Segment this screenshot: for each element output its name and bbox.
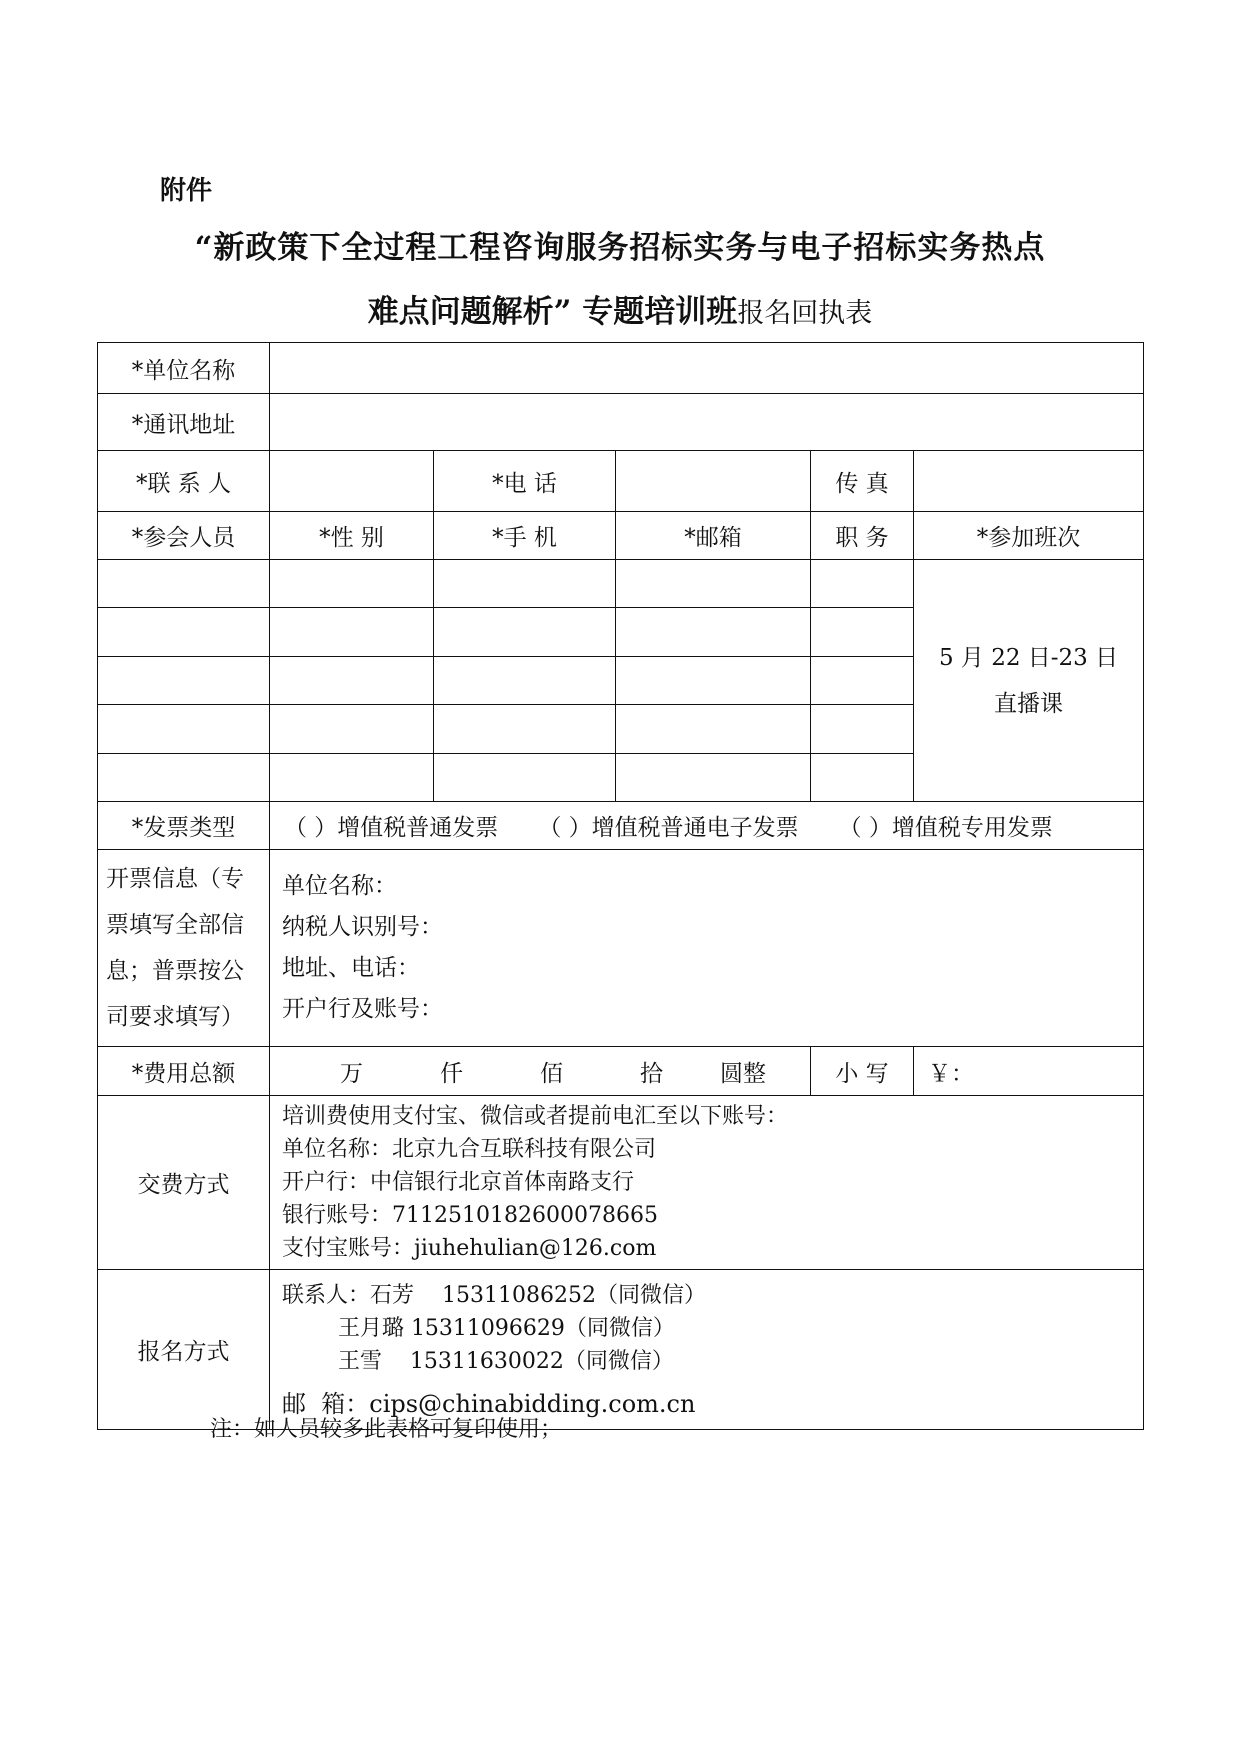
unit-name-label: *单位名称 bbox=[98, 343, 270, 394]
unit-name-field[interactable] bbox=[270, 343, 1144, 394]
participant-gender-cell[interactable] bbox=[270, 560, 434, 608]
fee-unit-shi: 拾 bbox=[640, 1060, 663, 1087]
fee-small-field[interactable] bbox=[914, 1047, 1144, 1096]
contact-field[interactable] bbox=[270, 451, 434, 512]
document-title-line1: “新政策下全过程工程咨询服务招标实务与电子招标实务热点 bbox=[194, 230, 1046, 266]
fee-unit-qian: 仟 bbox=[440, 1060, 463, 1087]
phone-field[interactable] bbox=[616, 451, 811, 512]
position-header: 职 务 bbox=[811, 512, 914, 560]
session-date: 5 月 22 日-23 日 bbox=[938, 644, 1119, 671]
participant-name-cell[interactable] bbox=[98, 560, 270, 608]
payment-intro: 培训费使用支付宝、微信或者提前电汇至以下账号： bbox=[282, 1104, 789, 1129]
contact-label: *联 系 人 bbox=[98, 451, 270, 512]
attachment-label: 附件 bbox=[160, 176, 213, 206]
title-course-name: 难点问题解析” 专题培训班 bbox=[367, 294, 738, 330]
participant-email-cell[interactable] bbox=[616, 705, 811, 754]
footer-note: 注：如人员较多此表格可复印使用； bbox=[210, 1417, 563, 1442]
participant-mobile-cell[interactable] bbox=[434, 754, 616, 802]
invoice-unit-name[interactable]: 单位名称： bbox=[282, 873, 397, 899]
gender-header: *性 别 bbox=[270, 512, 434, 560]
payment-account: 银行账号：7112510182600078665 bbox=[282, 1203, 658, 1228]
document-title-line2 bbox=[0, 286, 1240, 331]
invoice-bank-account[interactable]: 开户行及账号： bbox=[282, 996, 443, 1022]
invoice-taxpayer-id[interactable]: 纳税人识别号： bbox=[282, 914, 443, 940]
participant-position-cell[interactable] bbox=[811, 608, 914, 657]
invoice-info-label: 开票信息（专票填写全部信息；普票按公司要求填写） bbox=[98, 850, 270, 1047]
participant-gender-cell[interactable] bbox=[270, 657, 434, 705]
registration-contact-1: 联系人：石芳 15311086252（同微信） bbox=[282, 1282, 706, 1308]
invoice-address-phone[interactable]: 地址、电话： bbox=[282, 955, 420, 981]
payment-company: 单位名称：北京九合互联科技有限公司 bbox=[282, 1137, 657, 1162]
address-field[interactable] bbox=[270, 394, 1144, 451]
fee-amount-field[interactable] bbox=[270, 1047, 811, 1096]
invoice-type-options bbox=[270, 802, 1144, 850]
fee-unit-yuan: 圆整 bbox=[720, 1060, 766, 1087]
participant-mobile-cell[interactable] bbox=[434, 705, 616, 754]
participant-email-cell[interactable] bbox=[616, 657, 811, 705]
participant-name-cell[interactable] bbox=[98, 754, 270, 802]
currency-symbol: ￥： bbox=[928, 1060, 974, 1087]
fax-field[interactable] bbox=[914, 451, 1144, 512]
fee-small-label: 小 写 bbox=[811, 1047, 914, 1096]
participant-email-cell[interactable] bbox=[616, 560, 811, 608]
registration-details bbox=[270, 1270, 1144, 1430]
participant-position-cell[interactable] bbox=[811, 754, 914, 802]
participant-gender-cell[interactable] bbox=[270, 754, 434, 802]
invoice-info-fields bbox=[270, 850, 1144, 1047]
participant-header: *参会人员 bbox=[98, 512, 270, 560]
invoice-option-special[interactable]: （ ）增值税专用发票 bbox=[838, 815, 1053, 841]
participant-gender-cell[interactable] bbox=[270, 608, 434, 657]
registration-email[interactable]: 邮 箱：cips@chinabidding.com.cn bbox=[282, 1389, 696, 1418]
participant-mobile-cell[interactable] bbox=[434, 560, 616, 608]
payment-alipay: 支付宝账号：jiuhehulian@126.com bbox=[282, 1236, 657, 1261]
invoice-option-electronic[interactable]: （ ）增值税普通电子发票 bbox=[538, 815, 799, 841]
participant-position-cell[interactable] bbox=[811, 657, 914, 705]
registration-label: 报名方式 bbox=[98, 1270, 270, 1430]
phone-label: *电 话 bbox=[434, 451, 616, 512]
registration-contact-2: 王月璐 15311096629（同微信） bbox=[282, 1315, 675, 1341]
participant-email-cell[interactable] bbox=[616, 754, 811, 802]
registration-form-table bbox=[97, 342, 1144, 1430]
fee-unit-wan: 万 bbox=[340, 1060, 363, 1087]
mobile-header: *手 机 bbox=[434, 512, 616, 560]
participant-name-cell[interactable] bbox=[98, 608, 270, 657]
participant-email-cell[interactable] bbox=[616, 608, 811, 657]
session-mode: 直播课 bbox=[994, 690, 1064, 717]
title-form-name: 报名回执表 bbox=[737, 298, 873, 329]
participant-gender-cell[interactable] bbox=[270, 705, 434, 754]
registration-contact-3: 王雪 15311630022（同微信） bbox=[282, 1348, 674, 1374]
session-header: *参加班次 bbox=[914, 512, 1144, 560]
fax-label: 传 真 bbox=[811, 451, 914, 512]
participant-mobile-cell[interactable] bbox=[434, 657, 616, 705]
payment-details bbox=[270, 1096, 1144, 1270]
participant-name-cell[interactable] bbox=[98, 705, 270, 754]
invoice-type-label: *发票类型 bbox=[98, 802, 270, 850]
address-label: *通讯地址 bbox=[98, 394, 270, 451]
fee-label: *费用总额 bbox=[98, 1047, 270, 1096]
email-header: *邮箱 bbox=[616, 512, 811, 560]
participant-position-cell[interactable] bbox=[811, 560, 914, 608]
fee-unit-bai: 佰 bbox=[540, 1060, 563, 1087]
participant-position-cell[interactable] bbox=[811, 705, 914, 754]
payment-label: 交费方式 bbox=[98, 1096, 270, 1270]
participant-mobile-cell[interactable] bbox=[434, 608, 616, 657]
payment-bank: 开户行：中信银行北京首体南路支行 bbox=[282, 1170, 635, 1195]
invoice-option-ordinary[interactable]: （ ）增值税普通发票 bbox=[284, 815, 499, 841]
participant-name-cell[interactable] bbox=[98, 657, 270, 705]
session-cell bbox=[914, 560, 1144, 802]
